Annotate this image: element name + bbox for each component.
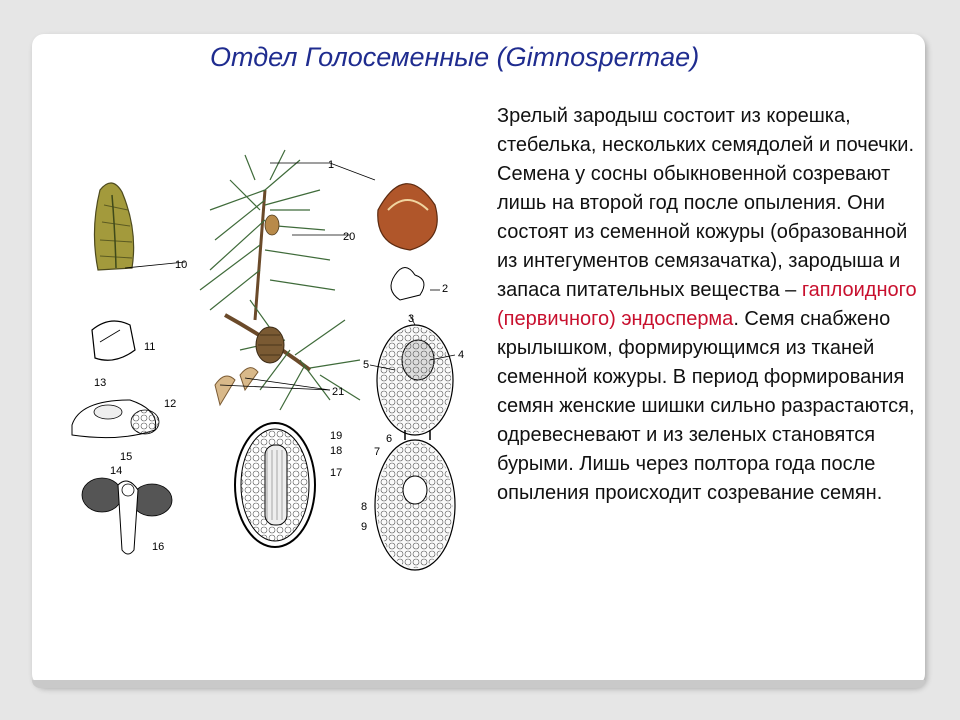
label-14: 14 (110, 465, 123, 477)
seed-pair-drawing (391, 268, 424, 301)
label-13: 13 (94, 377, 107, 389)
body-text-part1: Зрелый зародыш состоит из корешка, стебелька, нескольких семядолей и почечки. Семена у сосны обыкновенной созревают лишь на второй год после опыления. Они состоят из семенной кожуры (образованной из интегументов семязачатка), зародыша и запаса питательных вещества – (497, 105, 915, 301)
cone-scale-drawing (378, 184, 437, 250)
label-10: 10 (175, 259, 188, 271)
pine-seed-illustration (60, 150, 465, 590)
ovule-drawing (377, 325, 453, 435)
label-9: 9 (361, 521, 368, 533)
body-text-part2: . Семя снабжено крылышком, формирующимся из тканей семенной кожуры. В период формирования семян женские шишки сильно разрастаются, одревесневают и из зеленых становятся бурыми. Лишь через полтора года после опыления происходит созревание семян. (497, 308, 915, 504)
label-19: 19 (330, 430, 343, 442)
label-12: 12 (164, 398, 177, 410)
label-5: 5 (363, 359, 370, 371)
pine-branch-drawing (200, 150, 360, 410)
label-2: 2 (442, 283, 449, 295)
seed-section-drawing (375, 430, 455, 570)
label-4: 4 (458, 349, 465, 361)
large-seed-section-drawing (235, 423, 315, 547)
slide-title: Отдел Голосеменные (Gimnospermae) (210, 42, 700, 72)
label-3: 3 (408, 313, 415, 325)
label-15: 15 (120, 451, 133, 463)
label-7: 7 (374, 446, 381, 458)
label-1: 1 (328, 159, 335, 171)
label-17: 17 (330, 467, 343, 479)
label-11: 11 (144, 341, 156, 353)
winged-seed-drawing (92, 321, 135, 360)
label-21: 21 (332, 386, 345, 398)
label-6: 6 (386, 433, 393, 445)
young-cone-drawing (94, 183, 133, 270)
label-20: 20 (343, 231, 356, 243)
label-16: 16 (152, 541, 165, 553)
slide-bottom-bar (32, 680, 925, 688)
label-18: 18 (330, 445, 343, 457)
endosperm-highlight: гаплоидного (первичного) эндосперма (497, 279, 917, 330)
seeds-on-scale-drawing (72, 400, 159, 438)
body-paragraph (497, 102, 917, 508)
label-8: 8 (361, 501, 368, 513)
